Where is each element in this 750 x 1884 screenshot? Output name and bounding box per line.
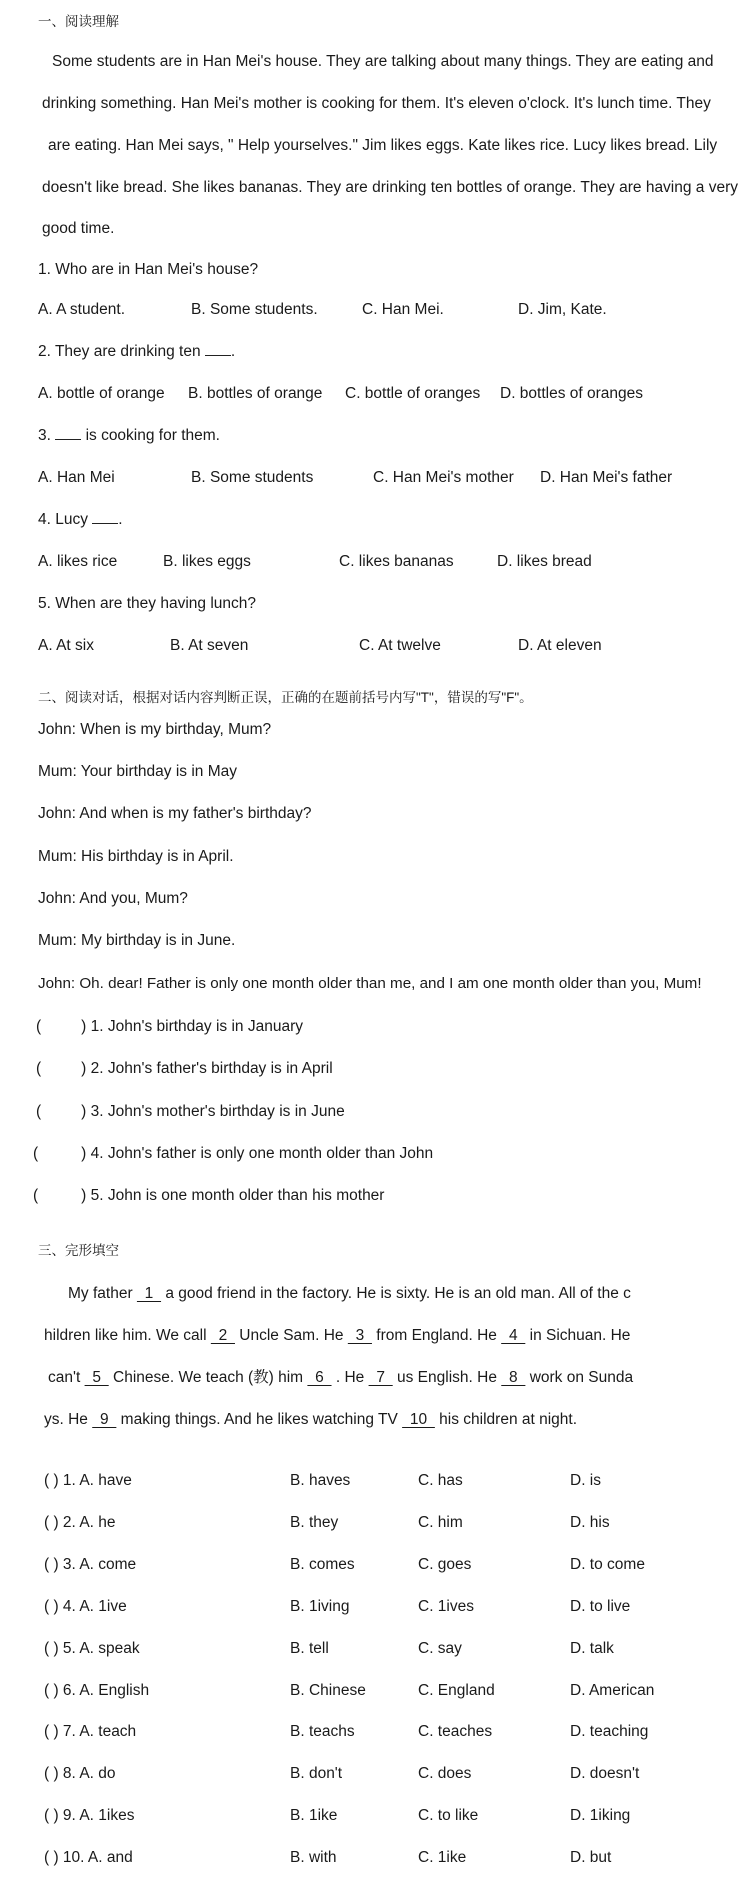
choice-option-c: C. him	[418, 1514, 463, 1531]
option-a: A. At six	[38, 637, 94, 654]
section1-heading: 一、阅读理解	[38, 14, 119, 29]
choice-option-b: B. they	[290, 1514, 339, 1531]
choice-option-a: ( ) 5. A. speak	[44, 1640, 140, 1657]
cloze-line	[44, 1406, 577, 1434]
answer-paren-open: (	[36, 1018, 42, 1035]
cloze-text: work on Sunda	[525, 1369, 634, 1386]
choice-option-a: ( ) 7. A. teach	[44, 1723, 137, 1740]
answer-paren-open: (	[33, 1145, 39, 1162]
passage-line: good time.	[42, 220, 115, 237]
question-stem: 1. Who are in Han Mei's house?	[38, 261, 259, 278]
choice-option-b: B. with	[290, 1849, 337, 1866]
option-d: D. Han Mei's father	[540, 469, 673, 486]
choice-option-c: C. say	[418, 1640, 462, 1657]
answer-paren-close: )	[81, 1145, 87, 1162]
dialogue-line: John: Oh. dear! Father is only one month older than me, and I am one month older than you, Mum!	[38, 975, 702, 992]
choice-option-b: B. tell	[290, 1640, 329, 1657]
choice-option-b: B. 1iving	[290, 1598, 350, 1615]
choice-option-d: D. doesn't	[570, 1765, 640, 1782]
passage-line: doesn't like bread. She likes bananas. They are drinking ten bottles of orange. They are having a very	[42, 179, 739, 196]
cloze-text: us English. He	[392, 1369, 502, 1386]
cloze-text: in Sichuan. He	[525, 1327, 631, 1344]
option-d: D. likes bread	[497, 553, 592, 570]
option-c: C. At twelve	[359, 637, 441, 654]
choice-option-b: B. Chinese	[290, 1682, 366, 1699]
cloze-text: from England. He	[371, 1327, 502, 1344]
answer-paren-open: (	[36, 1103, 42, 1120]
cloze-blank: 10	[402, 1411, 435, 1428]
section3-heading: 三、完形填空	[38, 1243, 119, 1258]
passage-line: drinking something. Han Mei's mother is cooking for them. It's eleven o'clock. It's lunch time. They	[42, 95, 711, 112]
answer-paren-close: )	[81, 1060, 87, 1077]
choice-option-c: C. England	[418, 1682, 495, 1699]
option-d: D. Jim, Kate.	[518, 301, 607, 318]
true-false-item	[33, 1182, 384, 1210]
cloze-line	[68, 1280, 631, 1308]
stem-text: .	[230, 343, 236, 360]
answer-paren-close: )	[81, 1187, 87, 1204]
answer-paren-close: )	[81, 1103, 87, 1120]
choice-option-c: C. goes	[418, 1556, 472, 1573]
true-false-item	[36, 1055, 333, 1083]
cloze-text: . He	[331, 1369, 369, 1386]
dialogue-line: John: And when is my father's birthday?	[38, 805, 312, 822]
statement-text: 5. John is one month older than his mother	[90, 1187, 385, 1204]
choice-option-d: D. his	[570, 1514, 610, 1531]
dialogue-line: Mum: His birthday is in April.	[38, 848, 234, 865]
question-stem	[38, 422, 220, 450]
choice-option-b: B. teachs	[290, 1723, 355, 1740]
passage-line: Some students are in Han Mei's house. They are talking about many things. They are eating and	[52, 53, 714, 70]
choice-option-d: D. but	[570, 1849, 612, 1866]
stem-text: 3.	[38, 427, 51, 444]
cloze-blank: 6	[307, 1369, 332, 1386]
option-b: B. Some students.	[191, 301, 318, 318]
true-false-item	[33, 1140, 433, 1168]
cloze-blank: 7	[368, 1369, 393, 1386]
answer-blank	[92, 509, 118, 524]
cloze-text: making things. And he likes watching TV	[116, 1411, 403, 1428]
choice-option-c: C. does	[418, 1765, 472, 1782]
option-b: B. bottles of orange	[188, 385, 323, 402]
dialogue-line: John: And you, Mum?	[38, 890, 188, 907]
answer-paren-open: (	[33, 1187, 39, 1204]
cloze-blank: 3	[347, 1327, 372, 1344]
stem-text: is cooking for them.	[85, 427, 220, 444]
cloze-text: can't	[48, 1369, 85, 1386]
cloze-blank: 9	[92, 1411, 117, 1428]
option-a: A. Han Mei	[38, 469, 115, 486]
choice-option-a: ( ) 3. A. come	[44, 1556, 137, 1573]
option-d: D. bottles of oranges	[500, 385, 644, 402]
cloze-text: Uncle Sam. He	[234, 1327, 348, 1344]
choice-option-d: D. to come	[570, 1556, 645, 1573]
choice-option-b: B. don't	[290, 1765, 343, 1782]
option-c: C. bottle of oranges	[345, 385, 481, 402]
passage-line: are eating. Han Mei says, " Help yourselves." Jim likes eggs. Kate likes rice. Lucy likes bread. Lily	[48, 137, 718, 154]
choice-option-b: B. comes	[290, 1556, 355, 1573]
true-false-item	[36, 1098, 345, 1126]
choice-option-a: ( ) 10. A. and	[44, 1849, 133, 1866]
statement-text: 1. John's birthday is in January	[90, 1018, 303, 1035]
choice-option-a: ( ) 4. A. 1ive	[44, 1598, 127, 1615]
option-c: C. Han Mei.	[362, 301, 444, 318]
option-a: A. bottle of orange	[38, 385, 165, 402]
cloze-line	[48, 1364, 633, 1392]
option-b: B. At seven	[170, 637, 249, 654]
choice-option-d: D. 1iking	[570, 1807, 631, 1824]
choice-option-c: C. has	[418, 1472, 463, 1489]
cloze-blank: 5	[84, 1369, 109, 1386]
statement-text: 4. John's father is only one month older than John	[90, 1145, 434, 1162]
choice-option-d: D. American	[570, 1682, 655, 1699]
question-stem	[38, 338, 235, 366]
choice-option-d: D. teaching	[570, 1723, 649, 1740]
cloze-text: a good friend in the factory. He is sixty. He is an old man. All of the c	[161, 1285, 631, 1302]
cloze-blank: 2	[210, 1327, 235, 1344]
true-false-item	[36, 1013, 303, 1041]
choice-option-c: C. 1ike	[418, 1849, 467, 1866]
choice-option-c: C. 1ives	[418, 1598, 474, 1615]
question-stem: 5. When are they having lunch?	[38, 595, 256, 612]
section2-heading: 二、阅读对话，根据对话内容判断正误，正确的在题前括号内写"T"，错误的写"F"。	[38, 690, 533, 705]
option-c: C. likes bananas	[339, 553, 454, 570]
answer-paren-open: (	[36, 1060, 42, 1077]
choice-option-a: ( ) 2. A. he	[44, 1514, 116, 1531]
cloze-text: My father	[68, 1285, 137, 1302]
option-c: C. Han Mei's mother	[373, 469, 514, 486]
option-b: B. likes eggs	[163, 553, 251, 570]
cloze-text: ys. He	[44, 1411, 93, 1428]
dialogue-line: Mum: My birthday is in June.	[38, 932, 236, 949]
statement-text: 3. John's mother's birthday is in June	[90, 1103, 345, 1120]
option-a: A. A student.	[38, 301, 126, 318]
stem-text: .	[118, 511, 123, 528]
option-b: B. Some students	[191, 469, 314, 486]
cloze-blank: 1	[136, 1285, 162, 1302]
choice-option-a: ( ) 8. A. do	[44, 1765, 116, 1782]
option-d: D. At eleven	[518, 637, 602, 654]
choice-option-a: ( ) 9. A. 1ikes	[44, 1807, 135, 1824]
choice-option-d: D. to live	[570, 1598, 631, 1615]
choice-option-c: C. teaches	[418, 1723, 493, 1740]
stem-text: 2. They are drinking ten	[38, 343, 201, 360]
cloze-blank: 4	[501, 1327, 526, 1344]
choice-option-d: D. is	[570, 1472, 601, 1489]
dialogue-line: Mum: Your birthday is in May	[38, 763, 238, 780]
statement-text: 2. John's father's birthday is in April	[90, 1060, 333, 1077]
answer-blank	[205, 341, 231, 356]
choice-option-a: ( ) 6. A. English	[44, 1682, 150, 1699]
answer-paren-close: )	[81, 1018, 87, 1035]
cloze-text: his children at night.	[434, 1411, 578, 1428]
stem-text: 4. Lucy	[38, 511, 88, 528]
cloze-blank: 8	[501, 1369, 526, 1386]
answer-blank	[55, 425, 81, 440]
cloze-text: hildren like him. We call	[44, 1327, 211, 1344]
choice-option-b: B. haves	[290, 1472, 351, 1489]
choice-option-a: ( ) 1. A. have	[44, 1472, 132, 1489]
choice-option-b: B. 1ike	[290, 1807, 338, 1824]
choice-option-d: D. talk	[570, 1640, 614, 1657]
choice-option-c: C. to like	[418, 1807, 479, 1824]
cloze-line	[44, 1322, 630, 1350]
cloze-text: Chinese. We teach (教) him	[108, 1369, 308, 1386]
dialogue-line: John: When is my birthday, Mum?	[38, 721, 272, 738]
option-a: A. likes rice	[38, 553, 118, 570]
question-stem	[38, 506, 123, 534]
